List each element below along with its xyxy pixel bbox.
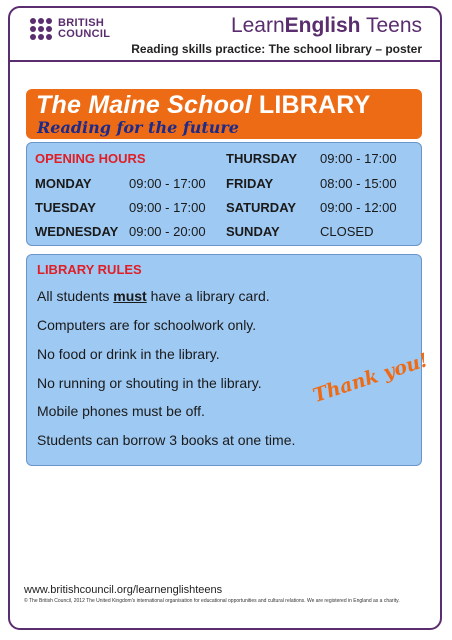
thank-you-note: Thank you! (310, 349, 431, 407)
poster-title-library: LIBRARY (258, 91, 371, 119)
hours-time: 08:00 - 15:00 (320, 176, 397, 191)
opening-hours-heading: OPENING HOURS (35, 151, 146, 166)
library-rules-heading: LIBRARY RULES (37, 262, 142, 277)
learnenglish-teens-logo (231, 14, 422, 38)
rule-text: All students (37, 288, 114, 304)
poster-title (36, 91, 370, 120)
brand-teens: Teens (360, 14, 422, 37)
poster-title-school: The Maine School (36, 91, 252, 119)
footer-url: www.britishcouncil.org/learnenglishteens (24, 584, 223, 596)
opening-hours-panel (26, 142, 422, 246)
hours-day: SATURDAY (226, 200, 297, 215)
hours-time: 09:00 - 17:00 (129, 200, 206, 215)
rule-item: No running or shouting in the library. (37, 375, 262, 391)
rule-item: Computers are for schoolwork only. (37, 317, 257, 333)
library-rules-panel (26, 254, 431, 466)
org-name-line1: BRITISH (58, 17, 105, 29)
brand-learn: Learn (230, 14, 285, 37)
org-name-line2: COUNCIL (58, 28, 111, 40)
rule-emphasis: must (113, 288, 147, 304)
rule-item: No food or drink in the library. (37, 346, 220, 362)
hours-day: MONDAY (35, 176, 92, 191)
hours-time: CLOSED (320, 224, 374, 239)
poster-tagline: Reading for the future (37, 118, 239, 137)
hours-day: TUESDAY (35, 200, 96, 215)
hours-time: 09:00 - 17:00 (320, 151, 397, 166)
rule-text: have a library card. (146, 288, 270, 304)
rule-item: Mobile phones must be off. (37, 403, 205, 419)
footer-copyright: © The British Council, 2012 The United Kingdom's international organisation for educational opportunities and cultural relations. We are registered in England as a charity. (24, 598, 400, 604)
poster-banner (26, 89, 422, 139)
hours-time: 09:00 - 20:00 (129, 224, 206, 239)
page-subtitle: Reading skills practice: The school library – poster (131, 42, 422, 56)
hours-day: WEDNESDAY (35, 224, 119, 239)
hours-day: FRIDAY (226, 176, 274, 191)
rule-item: Students can borrow 3 books at one time. (37, 432, 296, 448)
header-divider (8, 60, 442, 62)
rule-item (37, 288, 270, 304)
hours-day: THURSDAY (226, 151, 298, 166)
brand-english: English (284, 14, 361, 37)
hours-day: SUNDAY (226, 224, 280, 239)
british-council-logo (30, 18, 110, 40)
hours-time: 09:00 - 17:00 (129, 176, 206, 191)
org-name (58, 18, 110, 40)
logo-dots-icon (30, 18, 52, 40)
hours-time: 09:00 - 12:00 (320, 200, 397, 215)
